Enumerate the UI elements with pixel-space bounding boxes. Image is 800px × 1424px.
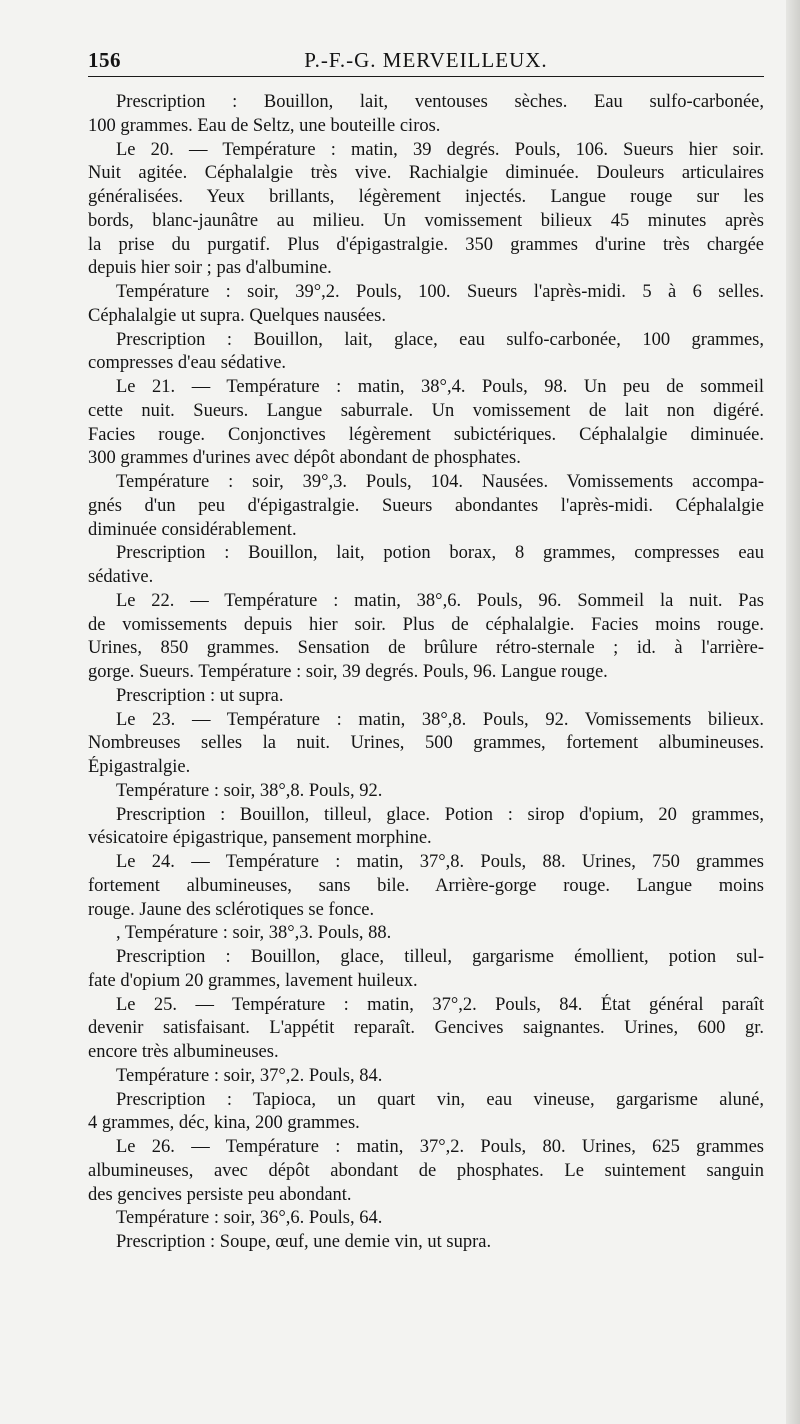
text-line: Température : soir, 36°,6. Pouls, 64. (116, 1208, 383, 1229)
text-line: 300 grammes d'urines avec dépôt abondant de phosphates. (88, 448, 521, 469)
text-line: Prescription : Tapioca, un quart vin, eau vineuse, gargarisme aluné, (116, 1089, 764, 1110)
text-line: fate d'opium 20 grammes, lavement huileux. (88, 970, 418, 991)
text-line: depuis hier soir ; pas d'albumine. (88, 258, 332, 279)
text-line: Prescription : Bouillon, glace, tilleul, gargarisme émollient, potion sul- (116, 947, 764, 967)
text-line: Prescription : Bouillon, lait, glace, eau sulfo-carbonée, 100 grammes, (116, 329, 764, 350)
text-line: de vomissements depuis hier soir. Plus de céphalalgie. Facies moins rouge. (88, 614, 764, 635)
text-line: des gencives persiste peu abondant. (88, 1184, 352, 1205)
text-line: rouge. Jaune des sclérotiques se fonce. (88, 899, 375, 920)
text-line: gnés d'un peu d'épigastralgie. Sueurs abondantes l'après-midi. Céphalalgie (88, 495, 764, 516)
text-line: Le 25. — Température : matin, 37°,2. Pouls, 84. État général paraît (116, 994, 764, 1015)
text-line: Prescription : ut supra. (116, 685, 284, 706)
text-line: Le 24. — Température : matin, 37°,8. Pouls, 88. Urines, 750 grammes (116, 852, 764, 872)
text-line: Prescription : Bouillon, lait, potion borax, 8 grammes, compresses eau (116, 543, 764, 564)
running-title: P.-F.-G. MERVEILLEUX. (304, 48, 548, 72)
body-text (88, 91, 764, 1255)
text-line: Le 21. — Température : matin, 38°,4. Pouls, 98. Un peu de sommeil (116, 377, 764, 397)
text-line: Nuit agitée. Céphalalgie très vive. Rachialgie diminuée. Douleurs articulaires (88, 163, 764, 184)
text-line: diminuée considérablement. (88, 519, 297, 540)
text-line: Le 20. — Température : matin, 39 degrés. Pouls, 106. Sueurs hier soir. (116, 139, 764, 160)
text-line: Le 23. — Température : matin, 38°,8. Pouls, 92. Vomissements bilieux. (116, 709, 764, 730)
text-line: Température : soir, 39°,2. Pouls, 100. Sueurs l'après-midi. 5 à 6 selles. (116, 282, 764, 302)
text-line: Prescription : Bouillon, lait, ventouses sèches. Eau sulfo-carbonée, (116, 92, 764, 112)
text-line: Température : soir, 37°,2. Pouls, 84. (116, 1065, 383, 1086)
text-line: sédative. (88, 567, 154, 587)
text-line: albumineuses, avec dépôt abondant de phosphates. Le suintement sanguin (88, 1160, 764, 1181)
text-line: Température : soir, 38°,8. Pouls, 92. (116, 780, 383, 801)
text-line: bords, blanc-jaunâtre au milieu. Un vomissement bilieux 45 minutes après (88, 210, 764, 231)
text-line: Prescription : Bouillon, tilleul, glace. Potion : sirop d'opium, 20 grammes, (116, 804, 764, 825)
text-line: gorge. Sueurs. Température : soir, 39 degrés. Pouls, 96. Langue rouge. (88, 662, 608, 682)
text-line: 100 grammes. Eau de Seltz, une bouteille ciros. (88, 115, 441, 136)
text-line: Épigastralgie. (88, 757, 191, 777)
text-line: Le 22. — Température : matin, 38°,6. Pouls, 96. Sommeil la nuit. Pas (116, 590, 764, 611)
page-gutter-shadow (786, 0, 800, 1424)
text-line: vésicatoire épigastrique, pansement morphine. (88, 828, 432, 849)
text-line: compresses d'eau sédative. (88, 353, 287, 374)
text-line: Le 26. — Température : matin, 37°,2. Pouls, 80. Urines, 625 grammes (116, 1137, 764, 1157)
text-line: encore très albumineuses. (88, 1042, 279, 1062)
text-line: Nombreuses selles la nuit. Urines, 500 grammes, fortement albumineuses. (88, 733, 764, 754)
text-line: devenir satisfaisant. L'appétit reparaît. Gencives saignantes. Urines, 600 gr. (88, 1018, 764, 1039)
running-head (88, 46, 764, 77)
text-line: fortement albumineuses, sans bile. Arrière-gorge rouge. Langue moins (88, 875, 764, 896)
text-line: cette nuit. Sueurs. Langue saburrale. Un vomissement de lait non digéré. (88, 400, 764, 421)
text-line: Urines, 850 grammes. Sensation de brûlure rétro-sternale ; id. à l'arrière- (88, 638, 764, 659)
page-number: 156 (88, 48, 121, 72)
text-line: généralisées. Yeux brillants, légèrement injectés. Langue rouge sur les (88, 187, 764, 207)
text-line: la prise du purgatif. Plus d'épigastralgie. 350 grammes d'urine très chargée (88, 234, 764, 255)
text-line: Prescription : Soupe, œuf, une demie vin, ut supra. (116, 1232, 492, 1252)
text-line: Température : soir, 39°,3. Pouls, 104. Nausées. Vomissements accompa- (116, 472, 764, 492)
text-line: Facies rouge. Conjonctives légèrement subictériques. Céphalalgie diminuée. (88, 424, 764, 445)
text-line: Céphalalgie ut supra. Quelques nausées. (88, 305, 386, 326)
text-line: , Température : soir, 38°,3. Pouls, 88. (116, 923, 392, 944)
text-line: 4 grammes, déc, kina, 200 grammes. (88, 1113, 360, 1134)
